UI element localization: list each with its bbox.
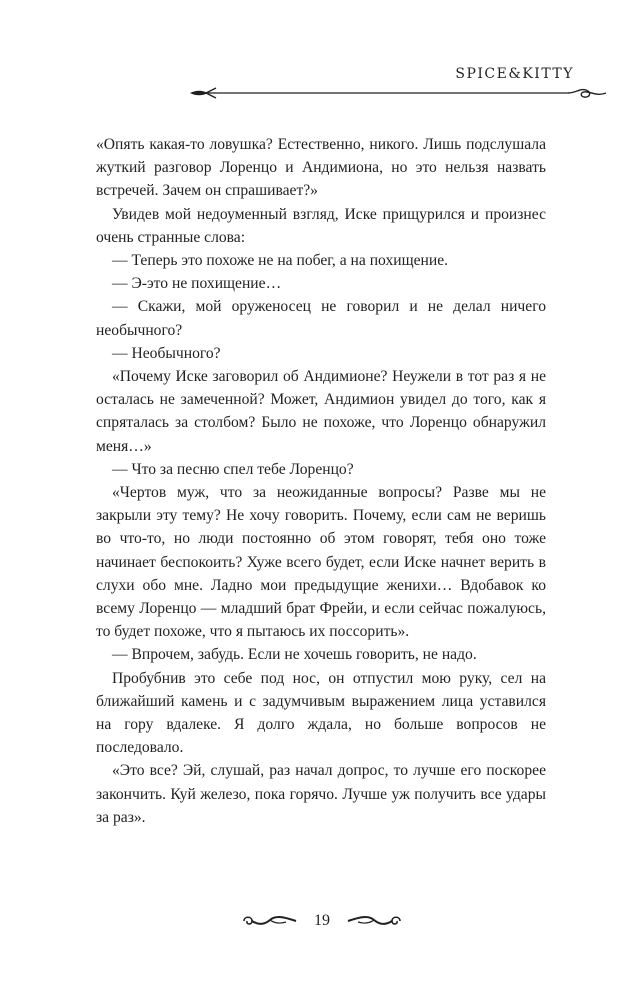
header-rule-ornament <box>188 84 608 102</box>
paragraph: «Опять какая-то ловушка? Естественно, никого. Лишь подслушала жуткий разговор Лоренцо и Андимиона, но это нельзя назвать встречей. Зачем он спрашивает?» <box>96 136 546 200</box>
paragraph: Пробубнив это себе под нос, он отпустил мою руку, сел на ближайший камень и с задумчивым выражением лица уставился на гору вдалеке. Я долго ждала, но больше вопросов не последовало. <box>96 669 546 757</box>
paragraph: — Впрочем, забудь. Если не хочешь говорить, не надо. <box>112 646 477 664</box>
header-title: SPICE&KITTY <box>455 66 574 82</box>
paragraph: Увидев мой недоуменный взгляд, Иске прищурился и произнес очень странные слова: <box>96 205 546 246</box>
paragraph: — Э-это не похищение… <box>112 275 282 293</box>
paragraph: — Что за песню спел тебе Лоренцо? <box>112 460 354 478</box>
paragraph: «Почему Иске заговорил об Андимионе? Неужели в тот раз я не осталась не замеченной? Может, Андимион увидел до того, как я спряталась за столбом? Было не похоже, что Лоренцо обнаружил меня…» <box>96 368 546 455</box>
page-number: 19 <box>314 912 330 929</box>
paragraph: — Необычного? <box>112 344 221 362</box>
page-footer <box>0 912 644 930</box>
paragraph: «Это все? Эй, слушай, раз начал допрос, то лучше его поскорее закончить. Куй железо, пока горячо. Лучше уж получить все удары за раз». <box>96 762 546 826</box>
right-flourish-icon <box>346 913 404 929</box>
page-body <box>96 133 546 829</box>
left-flourish-icon <box>240 913 298 929</box>
paragraph: — Теперь это похоже не на побег, а на похищение. <box>112 252 449 270</box>
paragraph: «Чертов муж, что за неожиданные вопросы? Разве мы не закрыли эту тему? Не хочу говорить. Почему, если сам не веришь во что-то, но люди постоянно об этом говорят, тебя оно тоже начинает беспокоить? Хуже всего будет, если Иске начнет верить в слухи обо мне. Ладно мои предыдущие женихи… Вдобавок ко всему Лоренцо — младший брат Фрейи, и если сейчас пожалуюсь, то будет похоже, что я пытаюсь их поссорить». <box>96 484 546 641</box>
paragraph: — Скажи, мой оруженосец не говорил и не делал ничего необычного? <box>96 298 546 339</box>
